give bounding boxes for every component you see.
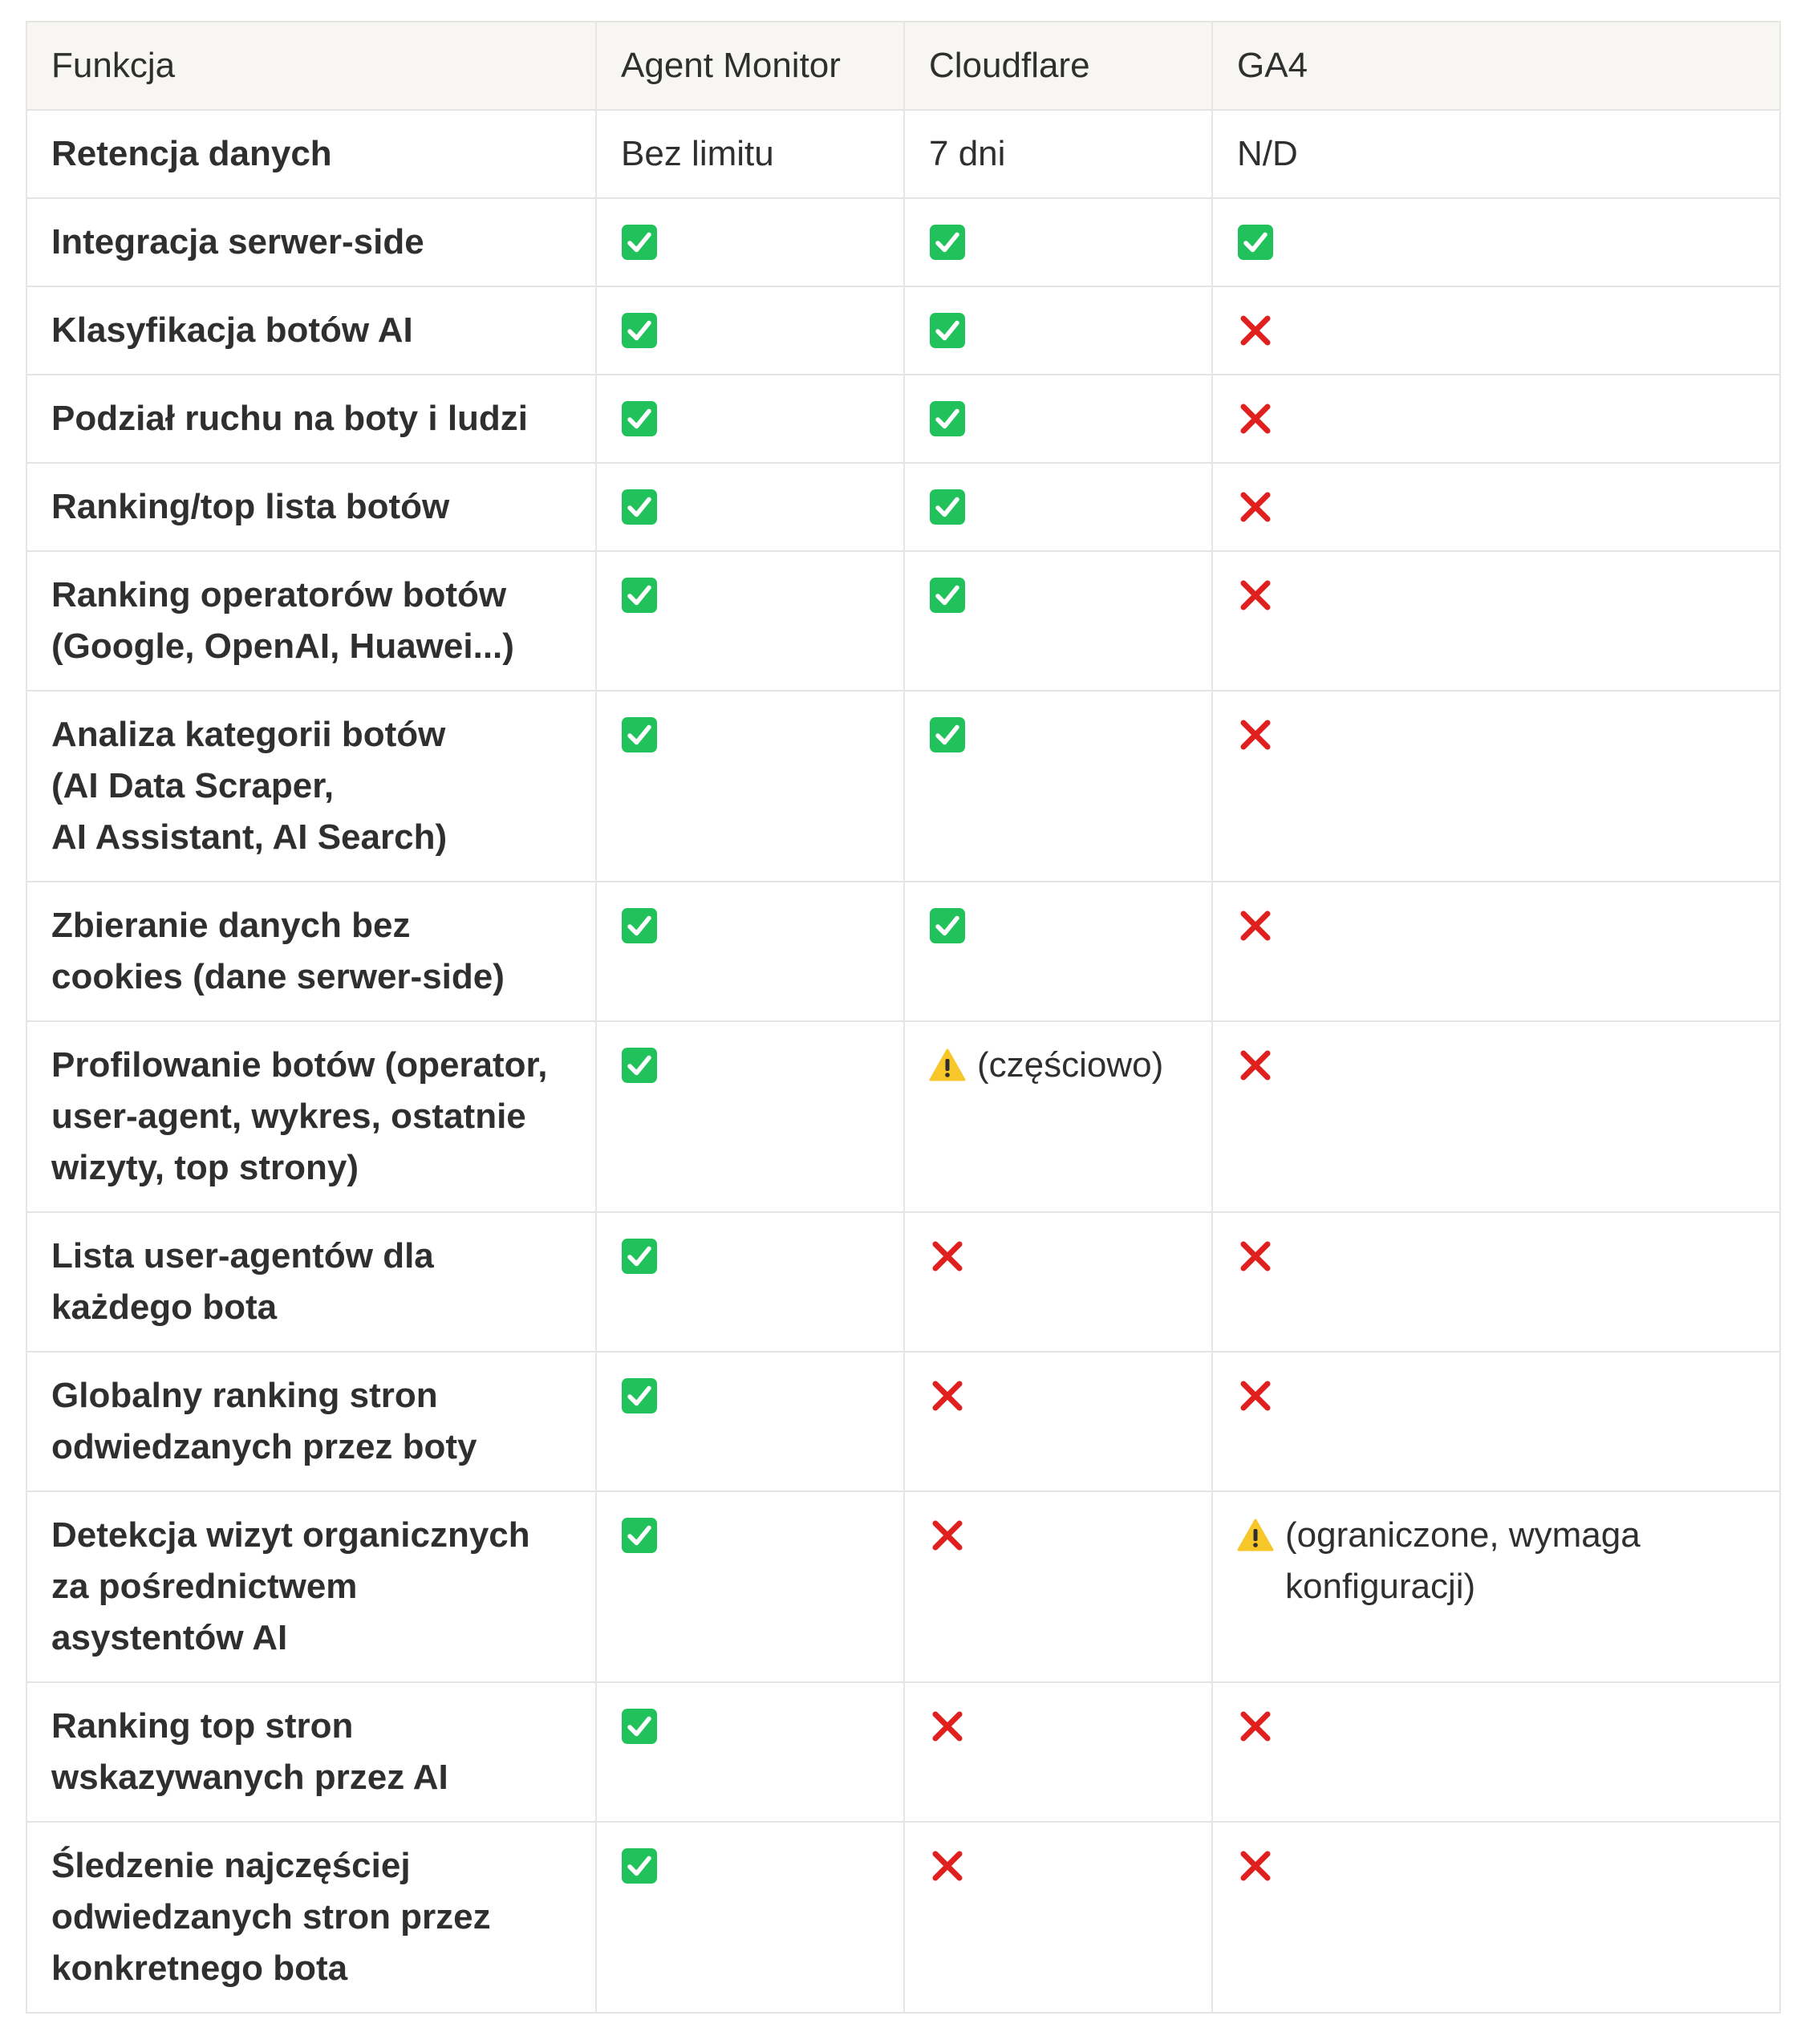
agent-monitor-cell (596, 1822, 904, 2013)
check-icon (929, 312, 966, 349)
warning-icon (929, 1047, 966, 1084)
cloudflare-cell (904, 1212, 1212, 1352)
table-row (26, 1021, 1780, 1212)
cell-text: N/D (1237, 134, 1298, 173)
agent-monitor-cell (596, 691, 904, 882)
header-ga4: GA4 (1212, 22, 1780, 110)
agent-monitor-cell (596, 286, 904, 375)
agent-monitor-cell (596, 1491, 904, 1682)
cross-icon (929, 1377, 966, 1414)
cross-icon (929, 1847, 966, 1884)
feature-cell: Podział ruchu na boty i ludzi (26, 375, 596, 463)
table-body (26, 110, 1780, 2013)
comparison-table (26, 21, 1781, 2014)
feature-cell: Retencja danych (26, 110, 596, 198)
table-row (26, 1352, 1780, 1491)
ga4-cell (1212, 110, 1780, 198)
cloudflare-cell (904, 1682, 1212, 1822)
ga4-cell (1212, 691, 1780, 882)
feature-cell: Ranking top stron wskazywanych przez AI (26, 1682, 596, 1822)
agent-monitor-cell (596, 1682, 904, 1822)
cloudflare-cell (904, 463, 1212, 551)
feature-cell: Globalny ranking stron odwiedzanych przez boty (26, 1352, 596, 1491)
cross-icon (1237, 312, 1274, 349)
check-icon (621, 577, 658, 614)
agent-monitor-cell (596, 1021, 904, 1212)
warning-icon (1237, 1517, 1274, 1554)
cloudflare-cell (904, 110, 1212, 198)
cell-text: (ograniczone, wymaga konfiguracji) (1285, 1515, 1641, 1606)
cell-text: (częściowo) (977, 1045, 1164, 1085)
check-icon (929, 907, 966, 944)
cross-icon (1237, 577, 1274, 614)
ga4-cell (1212, 1021, 1780, 1212)
table-row (26, 882, 1780, 1021)
agent-monitor-cell (596, 551, 904, 691)
cloudflare-cell (904, 286, 1212, 375)
ga4-cell (1212, 463, 1780, 551)
header-agent-monitor: Agent Monitor (596, 22, 904, 110)
feature-cell: Profilowanie botów (operator, user-agent, wykres, ostatnie wizyty, top strony) (26, 1021, 596, 1212)
ga4-cell (1212, 882, 1780, 1021)
cross-icon (1237, 907, 1274, 944)
table-row (26, 691, 1780, 882)
agent-monitor-cell (596, 375, 904, 463)
cross-icon (929, 1708, 966, 1745)
table-row (26, 110, 1780, 198)
table-row (26, 1822, 1780, 2013)
check-icon (621, 400, 658, 437)
feature-cell: Śledzenie najczęściej odwiedzanych stron przez konkretnego bota (26, 1822, 596, 2013)
cloudflare-cell (904, 551, 1212, 691)
check-icon (621, 907, 658, 944)
header-cloudflare: Cloudflare (904, 22, 1212, 110)
check-icon (929, 224, 966, 261)
check-icon (929, 400, 966, 437)
cross-icon (1237, 1377, 1274, 1414)
feature-cell: Klasyfikacja botów AI (26, 286, 596, 375)
ga4-cell (1212, 1212, 1780, 1352)
cross-icon (929, 1517, 966, 1554)
cloudflare-cell (904, 1491, 1212, 1682)
feature-cell: Integracja serwer-side (26, 198, 596, 286)
check-icon (621, 489, 658, 525)
check-icon (621, 1047, 658, 1084)
cross-icon (1237, 716, 1274, 753)
cloudflare-cell (904, 691, 1212, 882)
check-icon (621, 1517, 658, 1554)
table-row (26, 1682, 1780, 1822)
table-row (26, 463, 1780, 551)
agent-monitor-cell (596, 198, 904, 286)
cross-icon (1237, 400, 1274, 437)
comparison-table-container (26, 21, 1779, 2014)
ga4-cell (1212, 551, 1780, 691)
cell-text: Bez limitu (621, 134, 774, 173)
table-header-row (26, 22, 1780, 110)
cross-icon (1237, 1238, 1274, 1275)
table-row (26, 1491, 1780, 1682)
agent-monitor-cell (596, 110, 904, 198)
cell-text: 7 dni (929, 134, 1006, 173)
table-row (26, 1212, 1780, 1352)
ga4-cell (1212, 1491, 1780, 1682)
feature-cell: Ranking/top lista botów (26, 463, 596, 551)
check-icon (929, 577, 966, 614)
cloudflare-cell (904, 882, 1212, 1021)
feature-cell: Ranking operatorów botów (Google, OpenAI, Huawei...) (26, 551, 596, 691)
cross-icon (1237, 1708, 1274, 1745)
ga4-cell (1212, 198, 1780, 286)
feature-cell: Detekcja wizyt organicznych za pośrednictwem asystentów AI (26, 1491, 596, 1682)
feature-cell: Lista user-agentów dla każdego bota (26, 1212, 596, 1352)
ga4-cell (1212, 1352, 1780, 1491)
ga4-cell (1212, 1682, 1780, 1822)
check-icon (621, 1708, 658, 1745)
ga4-cell (1212, 1822, 1780, 2013)
cloudflare-cell (904, 1822, 1212, 2013)
table-row (26, 375, 1780, 463)
table-row (26, 198, 1780, 286)
table-row (26, 286, 1780, 375)
check-icon (929, 489, 966, 525)
check-icon (929, 716, 966, 753)
check-icon (1237, 224, 1274, 261)
feature-cell: Analiza kategorii botów (AI Data Scraper, AI Assistant, AI Search) (26, 691, 596, 882)
check-icon (621, 716, 658, 753)
agent-monitor-cell (596, 1212, 904, 1352)
cloudflare-cell (904, 1352, 1212, 1491)
check-icon (621, 1847, 658, 1884)
header-feature: Funkcja (26, 22, 596, 110)
check-icon (621, 312, 658, 349)
ga4-cell (1212, 286, 1780, 375)
feature-cell: Zbieranie danych bez cookies (dane serwer-side) (26, 882, 596, 1021)
cross-icon (1237, 1047, 1274, 1084)
cross-icon (929, 1238, 966, 1275)
table-row (26, 551, 1780, 691)
cross-icon (1237, 489, 1274, 525)
check-icon (621, 1238, 658, 1275)
cloudflare-cell (904, 198, 1212, 286)
agent-monitor-cell (596, 882, 904, 1021)
cloudflare-cell (904, 375, 1212, 463)
agent-monitor-cell (596, 463, 904, 551)
cross-icon (1237, 1847, 1274, 1884)
ga4-cell (1212, 375, 1780, 463)
check-icon (621, 1377, 658, 1414)
check-icon (621, 224, 658, 261)
agent-monitor-cell (596, 1352, 904, 1491)
cloudflare-cell (904, 1021, 1212, 1212)
